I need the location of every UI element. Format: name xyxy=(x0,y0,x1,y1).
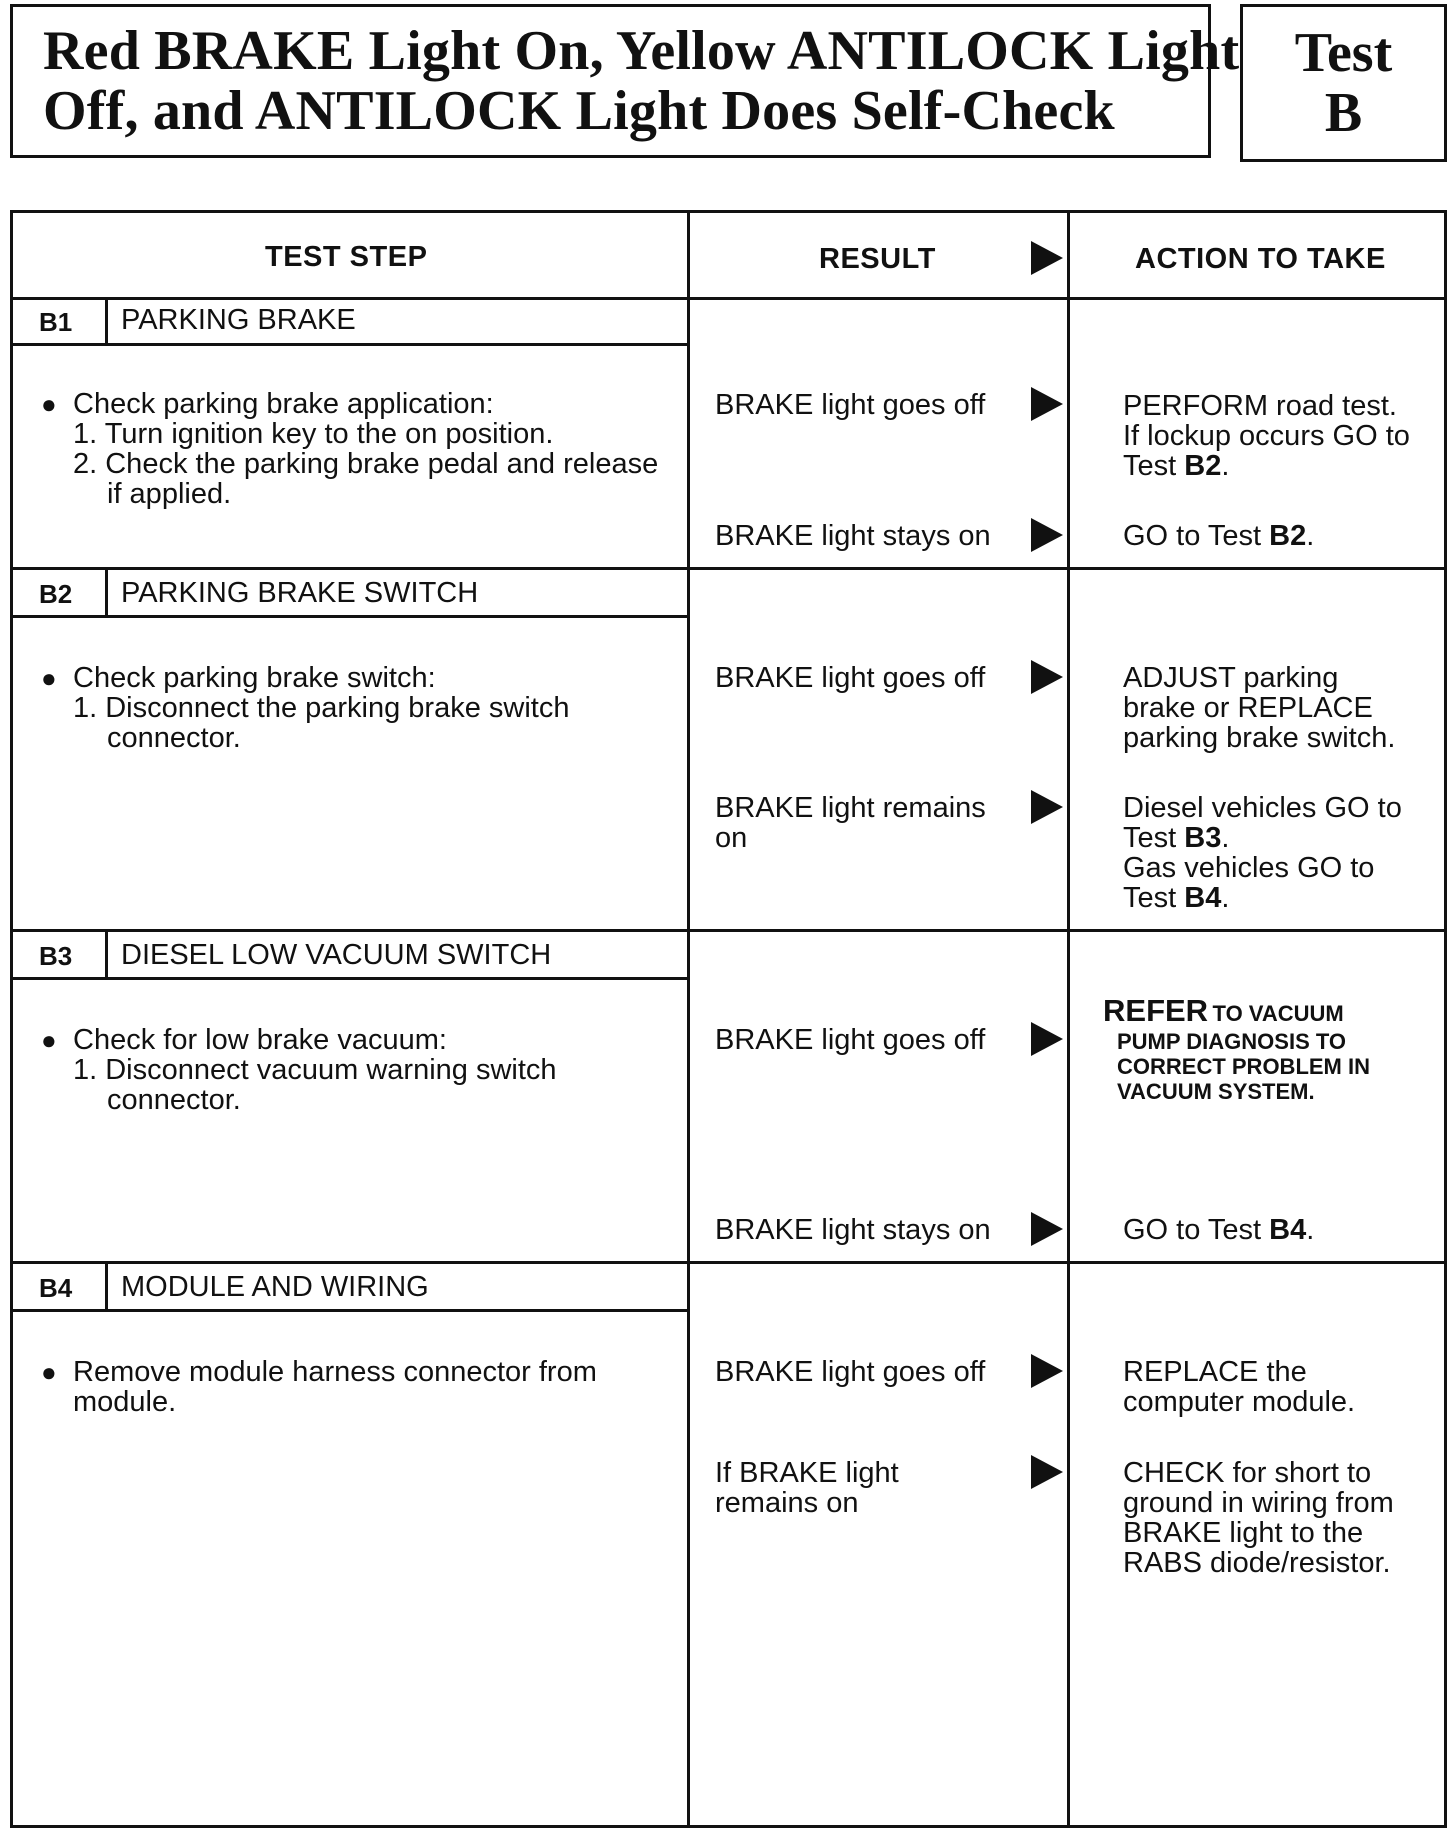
step-instruction-b2 xyxy=(41,663,661,753)
action-b4-2: CHECK for short to ground in wiring from BRAKE light to the RABS diode/resistor. xyxy=(1123,1457,1394,1579)
arrow-icon xyxy=(1031,1212,1063,1246)
bullet-icon: ● xyxy=(41,1025,57,1055)
header-arrow-icon xyxy=(1031,241,1063,275)
action-b4-1: REPLACE the computer module. xyxy=(1123,1356,1356,1418)
bullet-icon: ● xyxy=(41,663,57,693)
step-title-underline-b4 xyxy=(13,1309,687,1312)
arrow-icon xyxy=(1031,1022,1063,1056)
step-bullet-b3: Check for low brake vacuum: xyxy=(73,1024,447,1056)
test-label-box xyxy=(1240,4,1447,162)
step-sub-b1-1: 1. Turn ignition key to the on position. xyxy=(73,418,554,450)
title-line-2: Off, and ANTILOCK Light Does Self-Check xyxy=(43,80,1115,142)
action-b2-2: Diesel vehicles GO to Test B3. Gas vehicles GO to Test B4. xyxy=(1123,792,1402,914)
result-b4-2: If BRAKE light remains on xyxy=(715,1457,899,1519)
step-instruction-b1 xyxy=(41,389,661,509)
action-b2-1: ADJUST parking brake or REPLACE parking brake switch. xyxy=(1123,662,1396,754)
step-id-b3: B3 xyxy=(39,941,73,971)
step-bullet-b2: Check parking brake switch: xyxy=(73,662,436,694)
header-action: ACTION TO TAKE xyxy=(1135,243,1386,275)
step-bullet-b4: Remove module harness connector from module. xyxy=(73,1356,597,1418)
step-title-b2: PARKING BRAKE SWITCH xyxy=(121,577,479,609)
step-id-divider-b1 xyxy=(105,297,108,343)
result-b1-2: BRAKE light stays on xyxy=(715,520,991,552)
step-id-b1: B1 xyxy=(39,307,73,337)
step-title-underline-b3 xyxy=(13,977,687,980)
step-id-divider-b2 xyxy=(105,567,108,615)
result-b3-2: BRAKE light stays on xyxy=(715,1214,991,1246)
step-id-divider-b4 xyxy=(105,1261,108,1309)
header-result: RESULT xyxy=(819,243,936,275)
column-divider-result xyxy=(1067,213,1070,1825)
step-title-underline-b1 xyxy=(13,343,687,346)
action-b1-1: PERFORM road test. If lockup occurs GO to Test B2. xyxy=(1123,390,1410,482)
result-b2-1: BRAKE light goes off xyxy=(715,662,986,694)
test-letter: B xyxy=(1324,82,1363,144)
action-b3-2: GO to Test B4. xyxy=(1123,1214,1315,1246)
result-b4-1: BRAKE light goes off xyxy=(715,1356,986,1388)
step-sub-b2-1: 1. Disconnect the parking brake switch connector. xyxy=(73,692,570,754)
bullet-icon: ● xyxy=(41,1357,57,1387)
step-id-b2: B2 xyxy=(39,579,73,609)
step-bullet-b1: Check parking brake application: xyxy=(73,388,494,420)
header-divider xyxy=(13,297,1444,300)
bullet-icon: ● xyxy=(41,389,57,419)
diagnostic-table xyxy=(10,210,1447,1828)
arrow-icon xyxy=(1031,790,1063,824)
title-box xyxy=(10,4,1240,158)
step-sub-b1-2: 2. Check the parking brake pedal and release if applied. xyxy=(73,448,659,510)
step-title-b4: MODULE AND WIRING xyxy=(121,1271,429,1303)
arrow-icon xyxy=(1031,660,1063,694)
step-divider-b3 xyxy=(13,1261,1444,1264)
action-b1-2: GO to Test B2. xyxy=(1123,520,1315,552)
step-id-b4: B4 xyxy=(39,1273,73,1303)
arrow-icon xyxy=(1031,387,1063,421)
result-b2-2: BRAKE light remains on xyxy=(715,792,986,854)
arrow-icon xyxy=(1031,1455,1063,1489)
arrow-icon xyxy=(1031,518,1063,552)
step-instruction-b4 xyxy=(41,1357,641,1417)
step-divider-b2 xyxy=(13,929,1444,932)
column-divider-step xyxy=(687,213,690,1825)
arrow-icon xyxy=(1031,1354,1063,1388)
step-instruction-b3 xyxy=(41,1025,661,1115)
step-title-underline-b2 xyxy=(13,615,687,618)
test-word: Test xyxy=(1294,22,1393,84)
step-sub-b3-1: 1. Disconnect vacuum warning switch connector. xyxy=(73,1054,557,1116)
header-test-step: TEST STEP xyxy=(265,241,428,273)
result-b1-1: BRAKE light goes off xyxy=(715,389,986,421)
step-title-b3: DIESEL LOW VACUUM SWITCH xyxy=(121,939,552,971)
step-divider-b1 xyxy=(13,567,1444,570)
action-b3-1: REFER TO VACUUM PUMP DIAGNOSIS TO CORRECT PROBLEM IN VACUUM SYSTEM. xyxy=(1103,993,1370,1104)
title-line-1: Red BRAKE Light On, Yellow ANTILOCK Light xyxy=(43,20,1240,82)
result-b3-1: BRAKE light goes off xyxy=(715,1024,986,1056)
step-title-b1: PARKING BRAKE xyxy=(121,304,356,336)
step-id-divider-b3 xyxy=(105,929,108,977)
